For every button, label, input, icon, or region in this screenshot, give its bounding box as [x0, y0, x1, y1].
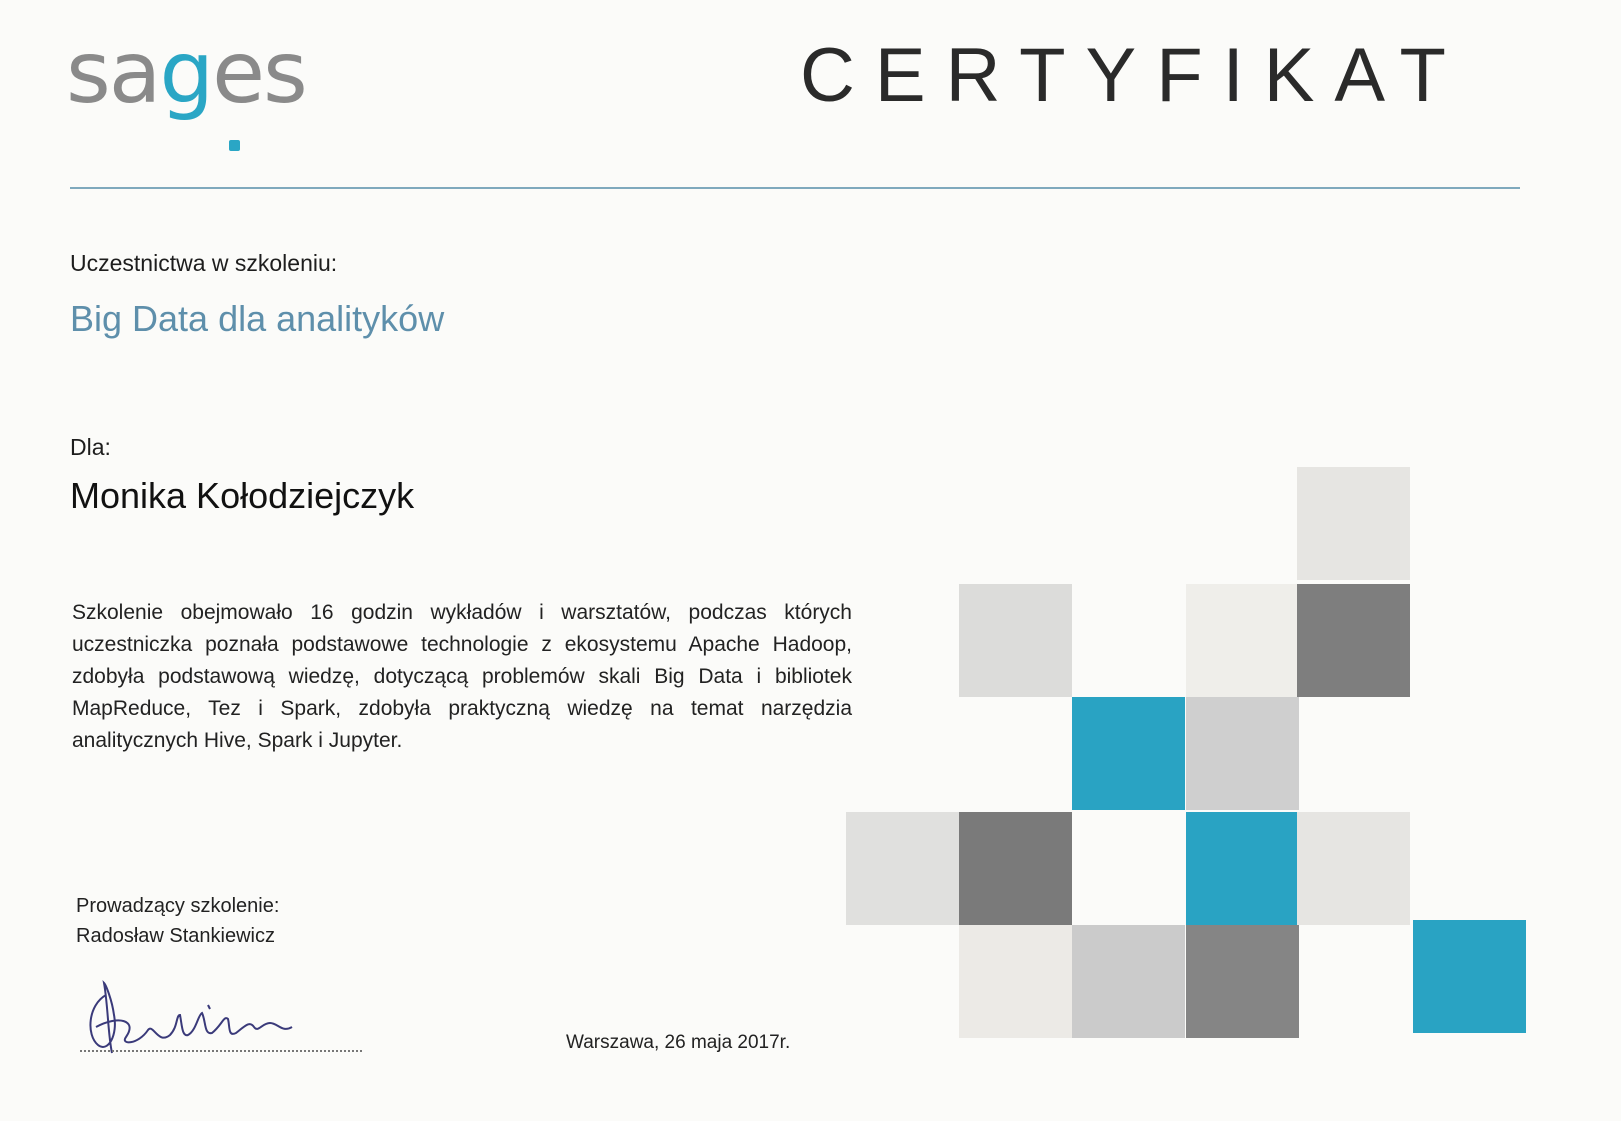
mosaic-square: [1186, 812, 1299, 925]
place-date: Warszawa, 26 maja 2017r.: [566, 1032, 791, 1053]
mosaic-square: [1297, 812, 1410, 925]
trainer-name: Radosław Stankiewicz: [76, 925, 275, 947]
participant-name: Monika Kołodziejczyk: [70, 475, 415, 516]
mosaic-square: [1413, 920, 1526, 1033]
logo-text: sages: [66, 23, 306, 123]
mosaic-square: [959, 925, 1072, 1038]
mosaic-square: [1297, 584, 1410, 697]
mosaic-square: [1186, 697, 1299, 810]
mosaic-square: [1186, 925, 1299, 1038]
mosaic-square: [1072, 697, 1185, 810]
mosaic-square: [959, 584, 1072, 697]
mosaic-square: [1186, 584, 1299, 697]
mosaic-square: [959, 812, 1072, 925]
certificate-title: CERTYFIKAT: [800, 33, 1466, 118]
signature-line: [80, 1050, 362, 1052]
course-description: Szkolenie obejmowało 16 godzin wykładów i warsztatów, podczas których uczestniczka poznała podstawowe technologie z ekosystemu Apache Hadoop, zdobyła podstawową wiedzę, dotyczącą problemów skali Big Data i bibliotek MapReduce, Tez i Spark, zdobyła praktyczną wiedzę na temat narzędzia analitycznych Hive, Spark i Jupyter.: [72, 601, 852, 752]
for-label: Dla:: [70, 434, 111, 460]
mosaic-square: [1297, 467, 1410, 580]
mosaic-square: [846, 812, 959, 925]
mosaic-square: [1072, 925, 1185, 1038]
header-divider: [70, 187, 1520, 189]
course-name: Big Data dla analityków: [70, 298, 445, 339]
logo-dot: [229, 140, 240, 151]
trainer-label: Prowadzący szkolenie:: [76, 895, 280, 917]
participation-label: Uczestnictwa w szkoleniu:: [70, 250, 338, 276]
